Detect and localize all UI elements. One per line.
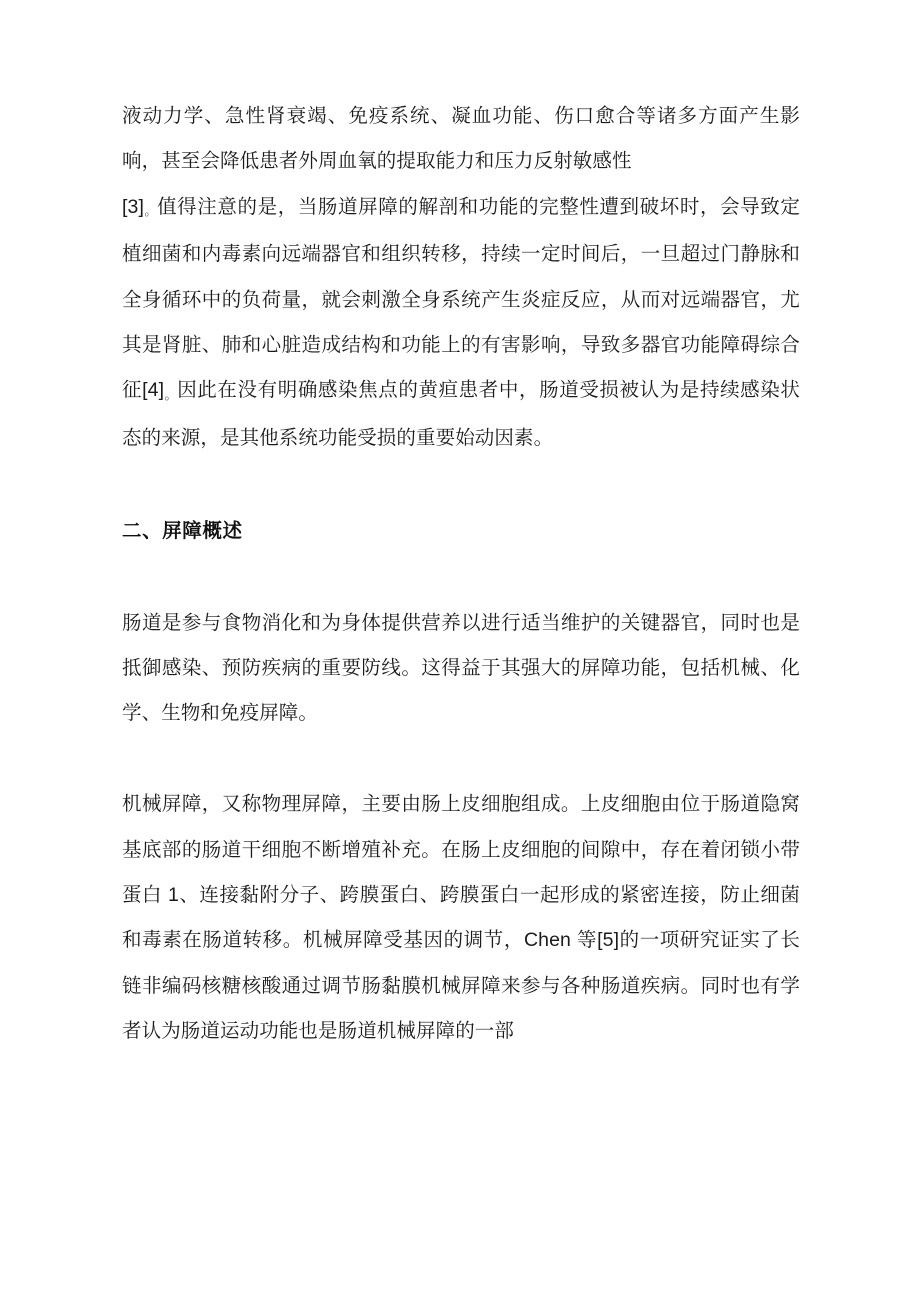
- paragraph-2-tail: 因此在没有明确感染焦点的黄疸患者中，肠道受损被认为是持续感染状态的来源，是其他系统功能受损的重要始动因素。: [122, 379, 800, 449]
- spacer-after-heading: [122, 555, 800, 601]
- full-stop-after-ref-3: 。: [143, 203, 158, 218]
- citation-ref-5: [5]: [597, 929, 620, 952]
- paragraph-4-deng: 等: [571, 929, 598, 952]
- spacer-between-paragraphs: [122, 737, 800, 782]
- paragraph-4: [122, 782, 800, 1054]
- paragraph-2: [122, 185, 800, 461]
- section-heading-barrier-overview: 二、屏障概述: [122, 520, 243, 543]
- citation-ref-3: [3]: [122, 195, 144, 218]
- author-name-chen: Chen: [523, 929, 571, 952]
- paragraph-4-part-1: 机械屏障，又称物理屏障，主要由肠上皮细胞组成。上皮细胞由位于肠道隐窝基底部的肠道干细胞不断增殖补充。在肠上皮细胞的间隙中，存在着闭锁小带蛋白 1、连接黏附分子、跨膜蛋白、跨膜蛋白一起形成的紧密连接，防止细菌和毒素在肠道转移。机械屏障受基因的调节，: [122, 793, 800, 952]
- spacer-before-heading: [122, 461, 800, 509]
- citation-ref-4: [4]: [142, 379, 165, 402]
- paragraph-4-part-3: 的一项研究证实了长链非编码核糖核酸通过调节肠黏膜机械屏障来参与各种肠道疾病。同时也有学者认为肠道运动功能也是肠道机械屏障的一部: [122, 929, 800, 1043]
- document-text-column: [122, 94, 800, 1055]
- paragraph-2-body: 值得注意的是，当肠道屏障的解剖和功能的完整性遭到破坏时，会导致定植细菌和内毒素向远端器官和组织转移，持续一定时间后，一旦超过门静脉和全身循环中的负荷量，就会刺激全身系统产生炎症反应，从而对远端器官，尤其是肾脏、肺和心脏造成结构和功能上的有害影响，导致多器官功能障碍综合征: [122, 195, 800, 402]
- paragraph-1: 液动力学、急性肾衰竭、免疫系统、凝血功能、伤口愈合等诸多方面产生影响，甚至会降低患者外周血氧的提取能力和压力反射敏感性: [122, 105, 800, 173]
- full-stop-after-ref-4: 。: [164, 387, 178, 402]
- paragraph-3: 肠道是参与食物消化和为身体提供营养以进行适当维护的关键器官，同时也是抵御感染、预防疾病的重要防线。这得益于其强大的屏障功能，包括机械、化学、生物和免疫屏障。: [122, 611, 800, 725]
